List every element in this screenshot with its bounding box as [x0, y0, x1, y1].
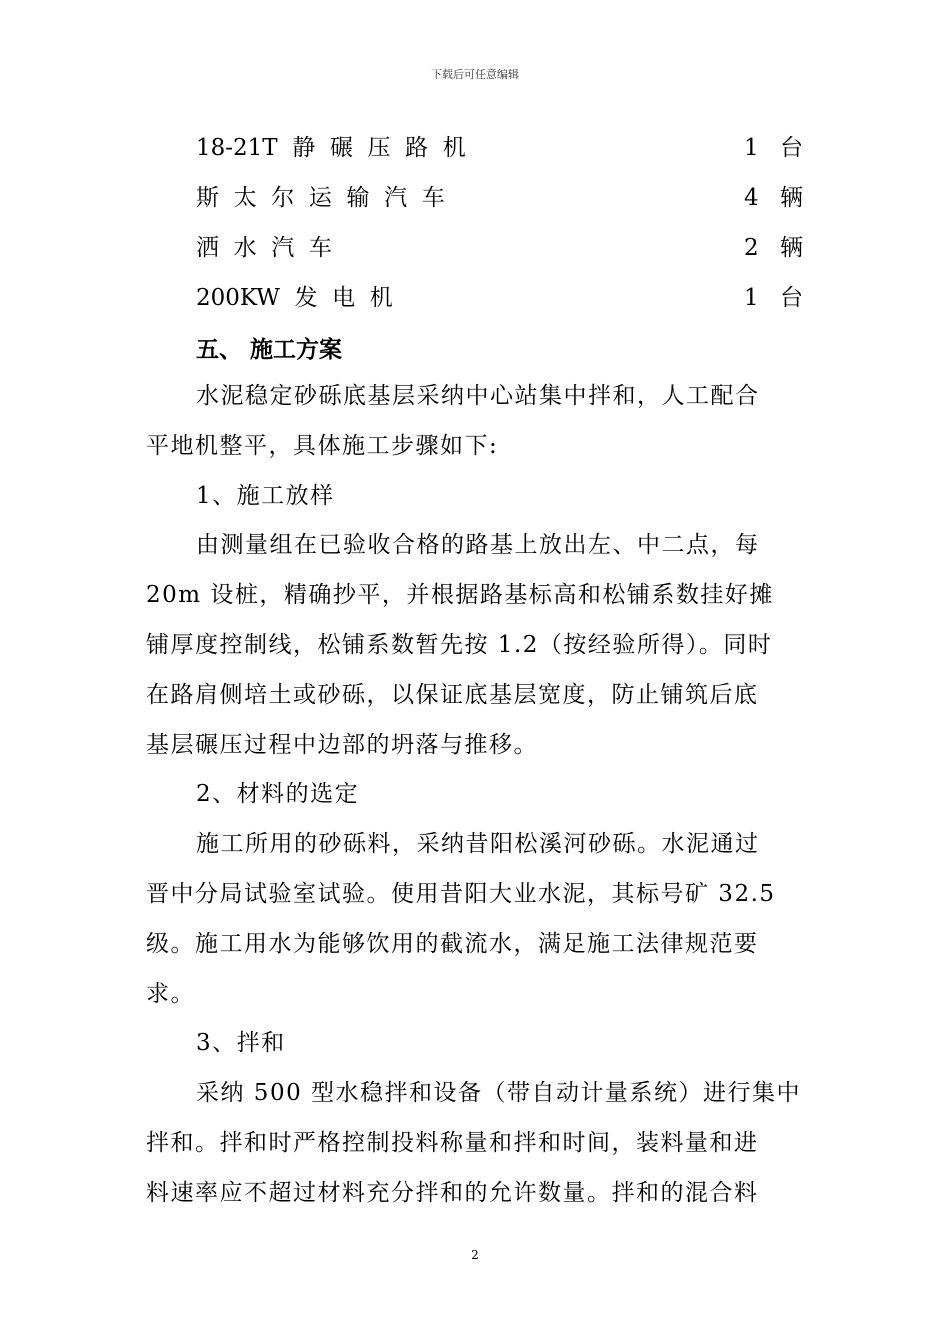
paragraph-line: 水泥稳定砂砾底基层采纳中心站集中拌和，人工配合 — [196, 383, 760, 409]
paragraph-line: 级。施工用水为能够饮用的截流水，满足施工法律规范要 — [146, 930, 759, 957]
paragraph-line: 求。 — [146, 980, 195, 1007]
equipment-row — [196, 280, 806, 316]
equipment-unit: 辆 — [780, 235, 803, 261]
step-title: 3、拌和 — [196, 1030, 286, 1057]
paragraph-line: 铺厚度控制线，松铺系数暂先按 1.2（按经验所得）。同时 — [146, 631, 773, 658]
step-title: 1、施工放样 — [196, 482, 335, 509]
equipment-name: 200KW 发 电 机 — [196, 285, 393, 311]
paragraph-line: 施工所用的砂砾料，采纳昔阳松溪河砂砾。水泥通过 — [196, 831, 760, 858]
equipment-quantity: 1 — [744, 285, 759, 311]
equipment-name: 斯 太 尔 运 输 汽 车 — [196, 185, 445, 211]
page-number: 2 — [471, 1248, 479, 1262]
equipment-row — [196, 230, 806, 266]
equipment-row — [196, 130, 806, 166]
paragraph-line: 拌和。拌和时严格控制投料称量和拌和时间，装料量和进 — [146, 1129, 759, 1156]
equipment-name: 18-21T 静 碾 压 路 机 — [196, 135, 466, 161]
equipment-unit: 台 — [780, 135, 803, 161]
equipment-name: 洒 水 汽 车 — [196, 235, 332, 261]
equipment-quantity: 2 — [744, 235, 759, 261]
body-text — [146, 372, 812, 1219]
step-title: 2、材料的选定 — [196, 781, 360, 808]
paragraph-line: 由测量组在已验收合格的路基上放出左、中二点，每 — [196, 532, 760, 559]
paragraph-line: 基层碾压过程中边部的坍落与推移。 — [146, 731, 538, 758]
equipment-unit: 辆 — [780, 185, 803, 211]
paragraph-line: 20m 设桩，精确抄平，并根据路基标高和松铺系数挂好摊 — [146, 582, 774, 609]
paragraph-line: 料速率应不超过材料充分拌和的允许数量。拌和的混合料 — [146, 1179, 759, 1206]
equipment-quantity: 4 — [744, 185, 759, 211]
paragraph-line: 晋中分局试验室试验。使用昔阳大业水泥，其标号矿 32.5 — [146, 880, 776, 907]
equipment-quantity: 1 — [744, 135, 759, 161]
equipment-unit: 台 — [780, 285, 803, 311]
page-header: 下载后可任意编辑 — [431, 68, 519, 81]
paragraph-line: 在路肩侧培土或砂砾，以保证底基层宽度，防止铺筑后底 — [146, 681, 759, 708]
equipment-row — [196, 180, 806, 216]
paragraph-line: 平地机整平，具体施工步骤如下: — [146, 432, 499, 459]
paragraph-line: 采纳 500 型水稳拌和设备（带自动计量系统）进行集中 — [196, 1080, 802, 1107]
section-heading: 五、 施工方案 — [196, 336, 343, 363]
